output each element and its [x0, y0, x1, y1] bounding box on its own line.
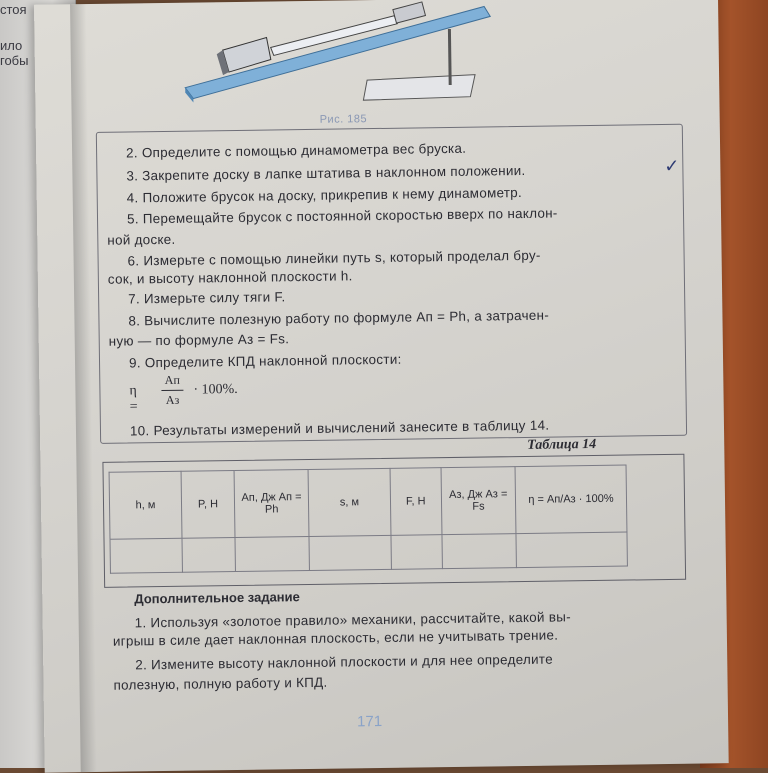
- instruction-step: ную — по формуле Aз = Fs.: [109, 331, 290, 350]
- additional-task-line: полезную, полную работу и КПД.: [113, 675, 327, 694]
- additional-task-line: игрыш в силе дает наклонная плоскость, если не учитывать трение.: [113, 628, 559, 650]
- instruction-step: 10. Результаты измерений и вычислений занесите в таблицу 14.: [130, 418, 550, 440]
- table-cell: [110, 538, 182, 573]
- table-header-cell: s, м: [308, 468, 390, 536]
- instruction-step: ной доске.: [107, 232, 175, 249]
- table-header-cell: Aп, Дж Aп = Ph: [234, 469, 309, 537]
- instruction-step: 5. Перемещайте брусок с постоянной скоростью вверх по наклон-: [127, 205, 558, 227]
- page-number: 171: [357, 713, 382, 730]
- table-cell: [309, 535, 391, 570]
- table-header-cell: P, Н: [181, 471, 235, 539]
- table-caption: Таблица 14: [527, 437, 596, 454]
- book-page: [34, 0, 729, 773]
- table-header-cell: F, Н: [390, 468, 442, 536]
- results-table: [109, 465, 628, 574]
- figure-caption: Рис. 185: [320, 113, 368, 126]
- formula-denominator: Aз: [159, 393, 185, 408]
- left-page-fragment: гобы: [0, 53, 28, 68]
- instruction-step: сок, и высоту наклонной плоскости h.: [108, 268, 353, 287]
- page-gutter-shadow: [70, 4, 97, 772]
- formula-eta: η =: [129, 383, 137, 415]
- instruction-step: 2. Определите с помощью динамометра вес бруска.: [126, 141, 466, 162]
- formula-tail: · 100%.: [193, 382, 238, 399]
- additional-task-line: 2. Измените высоту наклонной плоскости и для нее определите: [135, 652, 553, 674]
- pen-mark: ✓: [664, 156, 679, 177]
- instruction-step: 8. Вычислите полезную работу по формуле Aп = Ph, а затрачен-: [128, 308, 549, 330]
- instruction-step: 7. Измерьте силу тяги F.: [128, 289, 286, 307]
- instruction-step: 4. Положите брусок на доску, прикрепив к нему динамометр.: [127, 185, 522, 207]
- instruction-step: 3. Закрепите доску в лапке штатива в наклонном положении.: [126, 163, 525, 185]
- table-header-cell: η = Aп/Aз · 100%: [515, 465, 627, 534]
- table-header-row: [109, 465, 627, 539]
- additional-task-title: Дополнительное задание: [134, 589, 300, 606]
- left-page-fragment: ило: [0, 38, 22, 53]
- table-cell: [516, 532, 628, 568]
- table-header-cell: Aз, Дж Aз = Fs: [441, 467, 516, 535]
- instruction-step: 9. Определите КПД наклонной плоскости:: [129, 352, 402, 372]
- table-cell: [235, 536, 310, 571]
- formula-numerator: Aп: [159, 373, 185, 388]
- table-cell: [442, 534, 517, 569]
- inclined-plane-illustration: [144, 0, 506, 113]
- table-cell: [391, 535, 443, 570]
- left-page-fragment: стоя: [0, 2, 27, 17]
- additional-task-line: 1. Используя «золотое правило» механики, рассчитайте, какой вы-: [135, 609, 571, 631]
- table-header-cell: h, м: [109, 471, 182, 539]
- table-cell: [182, 538, 235, 573]
- table-row: [110, 532, 627, 573]
- instruction-step: 6. Измерьте с помощью линейки путь s, который проделал бру-: [128, 248, 541, 270]
